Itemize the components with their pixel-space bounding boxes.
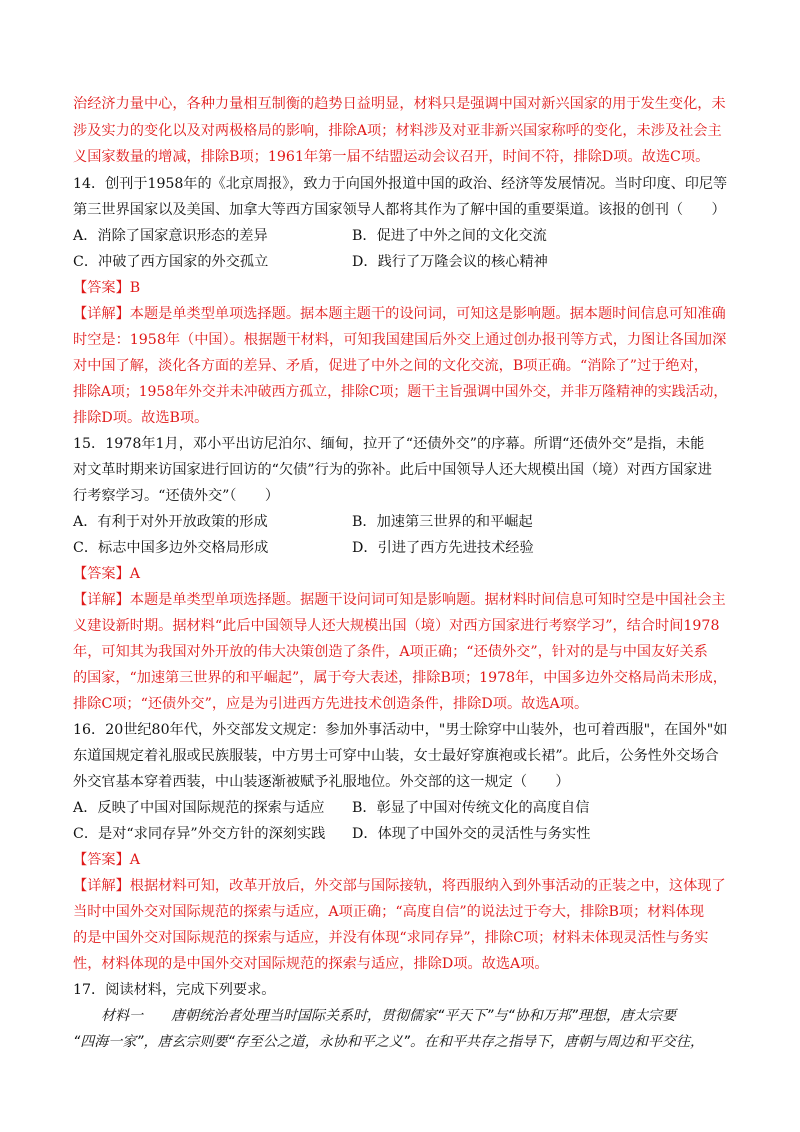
intro-explanation-line: 涉及实力的变化以及对两极格局的影响，排除A项；材料涉及对亚非新兴国家称呼的变化，未涉及社会主 <box>73 123 722 139</box>
q14-stem-line: 14．创刊于1958年的《北京周报》，致力于向国外报道中国的政治、经济等发展情况。当时印度、印尼等 <box>73 176 728 192</box>
q15-explanation-line: 年，可知其为我国对外开放的伟大决策创造了条件，A项正确；“还债外交”，针对的是与中国友好关系 <box>73 644 708 660</box>
q15-explanation-line: 义建设新时期。据材料“此后中国领导人还大规模出国（境）对西方国家进行考察学习”，结合时间1978 <box>73 618 720 634</box>
q17-material-line: “四海一家”，唐玄宗则要“存至公之道，永协和平之义”。在和平共存之指导下，唐朝与周边和平交往， <box>73 1034 705 1050</box>
q15-answer: 【答案】A <box>73 566 140 582</box>
q15-explanation-line: 【详解】本题是单类型单项选择题。据题干设问词可知是影响题。据材料时间信息可知时空是中国社会主 <box>73 592 726 608</box>
q14-explanation-line: 排除D项。故选B项。 <box>73 410 209 426</box>
q14-stem-line: 第三世界国家以及美国、加拿大等西方国家领导人都将其作为了解中国的重要渠道。该报的创刊（ ） <box>73 202 726 218</box>
q16-option-d[interactable]: D．体现了中国外交的灵活性与务实性 <box>352 826 591 842</box>
intro-explanation-line: 义国家数量的增减，排除B项；1961年第一届不结盟运动会议召开，时间不符，排除D项。故选C项。 <box>73 149 710 165</box>
q14-option-b[interactable]: B．促进了中外之间的文化交流 <box>352 228 547 244</box>
q17-stem: 17．阅读材料，完成下列要求。 <box>73 982 276 998</box>
q16-stem-line: 东道国规定着礼服或民族服装，中方男士可穿中山装，女士最好穿旗袍或长裙”。此后，公务性外交场合 <box>73 748 719 764</box>
q15-option-c[interactable]: C．标志中国多边外交格局形成 <box>73 540 269 556</box>
q16-stem-line: 外交官基本穿着西装，中山装逐渐被赋予礼服地位。外交部的这一规定（ ） <box>73 774 570 790</box>
q16-explanation-line: 性，材料体现的是中国外交对国际规范的探索与适应，排除D项。故选A项。 <box>73 956 549 972</box>
q14-explanation-line: 时空是：1958年（中国）。根据题干材料，可知我国建国后外交上通过创办报刊等方式，力图让各国加深 <box>73 332 727 348</box>
q16-explanation-line: 的是中国外交对国际规范的探索与适应，并没有体现“求同存异”，排除C项；材料未体现灵活性与务实 <box>73 930 709 946</box>
q15-explanation-line: 的国家，“加速第三世界的和平崛起”，属于夸大表述，排除B项；1978年，中国多边外交格局尚未形成， <box>73 670 727 686</box>
q16-answer: 【答案】A <box>73 852 140 868</box>
q14-explanation-line: 【详解】本题是单类型单项选择题。据本题主题干的设问词，可知这是影响题。据本题时间信息可知准确 <box>73 306 726 322</box>
q16-option-c[interactable]: C．是对“求同存异”外交方针的深刻实践 <box>73 826 326 842</box>
q16-option-b[interactable]: B．彰显了中国对传统文化的高度自信 <box>352 800 590 816</box>
q15-option-b[interactable]: B．加速第三世界的和平崛起 <box>352 514 533 530</box>
q16-explanation-line: 【详解】根据材料可知，改革开放后，外交部与国际接轨，将西服纳入到外事活动的正装之中，这体现了 <box>73 878 726 894</box>
q15-stem-line: 行考察学习。“还债外交”（ ） <box>73 488 280 504</box>
q16-stem-line: 16．20世纪80年代，外交部发文规定：参加外事活动中，"男士除穿中山装外，也可着西服"，在国外"如 <box>73 722 728 738</box>
q15-stem-line: 对文革时期来访国家进行回访的“欠债”行为的弥补。此后中国领导人还大规模出国（境）对西方国家进 <box>73 462 712 478</box>
intro-explanation-line: 治经济力量中心，各种力量相互制衡的趋势日益明显，材料只是强调中国对新兴国家的用于发生变化，未 <box>73 96 726 112</box>
q17-material-line: 材料一 唐朝统治者处理当时国际关系时，贯彻儒家“平天下”与“协和万邦”理想，唐太宗要 <box>73 1008 677 1024</box>
q15-option-d[interactable]: D．引进了西方先进技术经验 <box>352 540 534 556</box>
q16-option-a[interactable]: A．反映了中国对国际规范的探索与适应 <box>73 800 325 816</box>
q15-explanation-line: 排除C项；“还债外交”，应是为引进西方先进技术创造条件，排除D项。故选A项。 <box>73 696 589 712</box>
q14-option-a[interactable]: A．消除了国家意识形态的差异 <box>73 228 268 244</box>
q15-stem-line: 15．1978年1月，邓小平出访尼泊尔、缅甸，拉开了“还债外交”的序幕。所谓“还债外交”是指，未能 <box>73 436 705 452</box>
q14-explanation-line: 排除A项；1958年外交并未冲破西方孤立，排除C项；题干主旨强调中国外交，并非万隆精神的实践活动， <box>73 384 728 400</box>
q16-explanation-line: 当时中国外交对国际规范的探索与适应，A项正确；“高度自信”的说法过于夸大，排除B项；材料体现 <box>73 904 705 920</box>
q15-option-a[interactable]: A．有利于对外开放政策的形成 <box>73 514 268 530</box>
q14-explanation-line: 对中国了解，淡化各方面的差异、矛盾，促进了中外之间的文化交流，B项正确。“消除了”过于绝对， <box>73 358 708 374</box>
q14-option-d[interactable]: D．践行了万隆会议的核心精神 <box>352 254 548 270</box>
q14-option-c[interactable]: C．冲破了西方国家的外交孤立 <box>73 254 269 270</box>
q14-answer: 【答案】B <box>73 280 141 296</box>
